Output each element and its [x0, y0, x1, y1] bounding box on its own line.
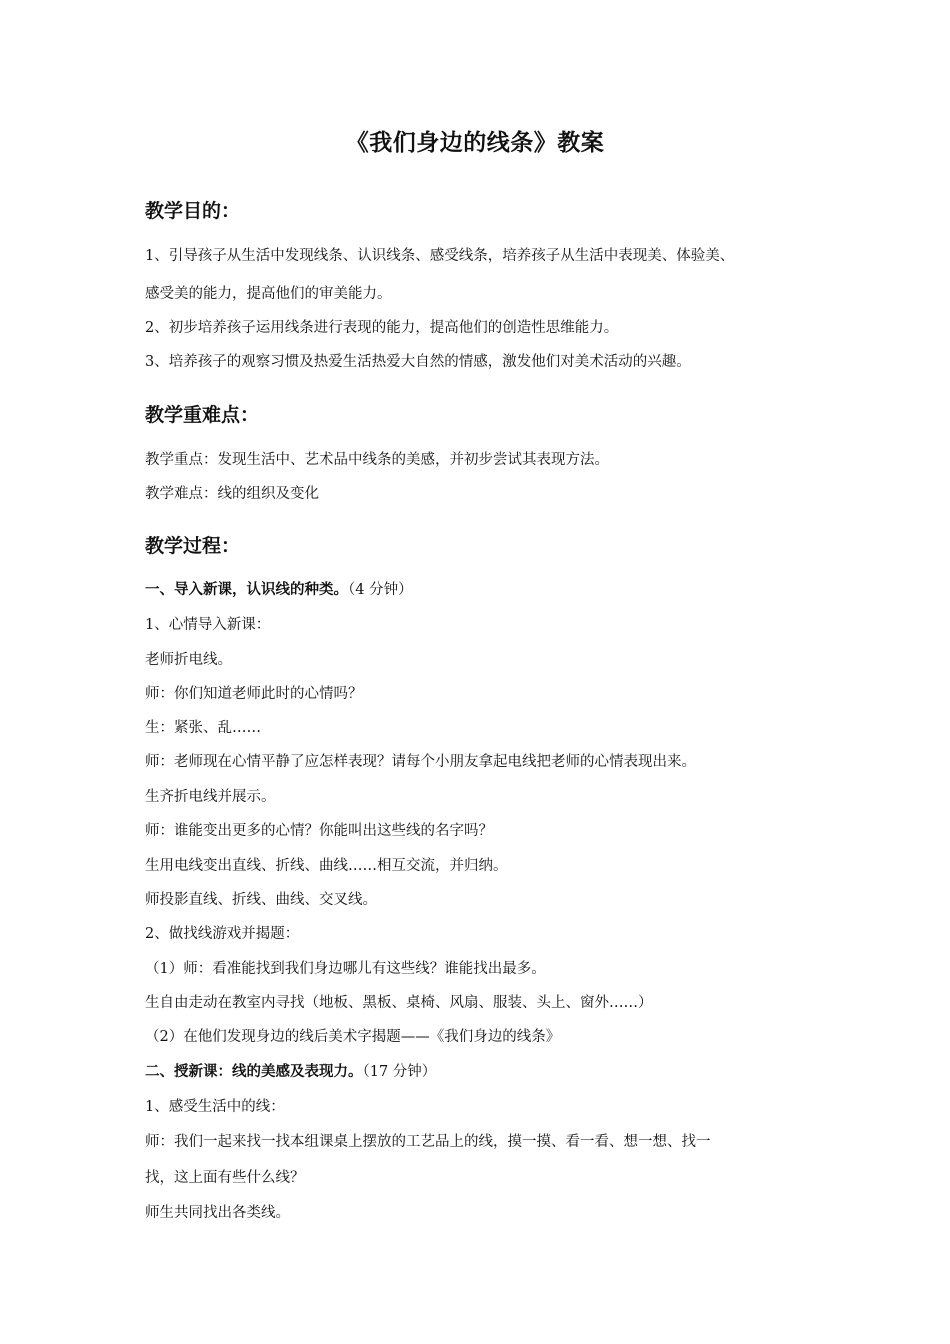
process-line-15: 师：我们一起来找一找本组课桌上摆放的工艺品上的线，摸一摸、看一看、想一想、找一	[145, 1134, 711, 1150]
process-part2-time: （17 分钟）	[362, 1064, 437, 1080]
process-part2-title: 二、授新课：线的美感及表现力。	[145, 1064, 363, 1080]
process-line-1: 1、心情导入新课：	[145, 617, 271, 633]
process-line-13: （2）在他们发现身边的线后美术字揭题——《我们身边的线条》	[145, 1029, 561, 1045]
document-title: 《我们身边的线条》教案	[345, 130, 605, 156]
process-line-6: 生齐折电线并展示。	[145, 789, 276, 805]
process-line-2: 老师折电线。	[145, 652, 232, 668]
process-line-3: 师：你们知道老师此时的心情吗？	[145, 686, 363, 702]
process-line-11: （1）师：看准能找到我们身边哪儿有这些线？谁能找出最多。	[145, 961, 546, 977]
keypoints-line-1: 教学重点：发现生活中、艺术品中线条的美感，并初步尝试其表现方法。	[145, 452, 609, 468]
objectives-line-3: 2、初步培养孩子运用线条进行表现的能力，提高他们的创造性思维能力。	[145, 320, 619, 336]
process-part2-heading	[145, 1062, 825, 1082]
process-line-10: 2、做找线游戏并揭题：	[145, 926, 300, 942]
process-line-8: 生用电线变出直线、折线、曲线……相互交流，并归纳。	[145, 858, 508, 874]
process-line-16: 找，这上面有些什么线？	[145, 1170, 305, 1186]
objectives-line-4: 3、培养孩子的观察习惯及热爱生活热爱大自然的情感，激发他们对美术活动的兴趣。	[145, 354, 691, 370]
objectives-heading: 教学目的：	[145, 200, 241, 222]
process-line-14: 1、感受生活中的线：	[145, 1099, 285, 1115]
objectives-line-2: 感受美的能力，提高他们的审美能力。	[145, 286, 392, 302]
keypoints-line-2: 教学难点：线的组织及变化	[145, 486, 319, 502]
process-line-5: 师：老师现在心情平静了应怎样表现？请每个小朋友拿起电线把老师的心情表现出来。	[145, 754, 696, 770]
process-line-4: 生：紧张、乱……	[145, 720, 261, 736]
process-line-7: 师：谁能变出更多的心情？你能叫出这些线的名字吗？	[145, 823, 493, 839]
objectives-line-1: 1、引导孩子从生活中发现线条、认识线条、感受线条，培养孩子从生活中表现美、体验美、	[145, 248, 735, 264]
process-heading: 教学过程：	[145, 535, 241, 557]
process-part1-heading	[145, 580, 825, 600]
process-part1-title: 一、导入新课，认识线的种类。	[145, 582, 348, 598]
process-part1-time: （4 分钟）	[348, 582, 413, 598]
keypoints-heading: 教学重难点：	[145, 404, 260, 426]
process-line-9: 师投影直线、折线、曲线、交叉线。	[145, 892, 377, 908]
process-line-17: 师生共同找出各类线。	[145, 1205, 290, 1221]
process-line-12: 生自由走动在教室内寻找（地板、黑板、桌椅、风扇、服装、头上、窗外……）	[145, 995, 653, 1011]
